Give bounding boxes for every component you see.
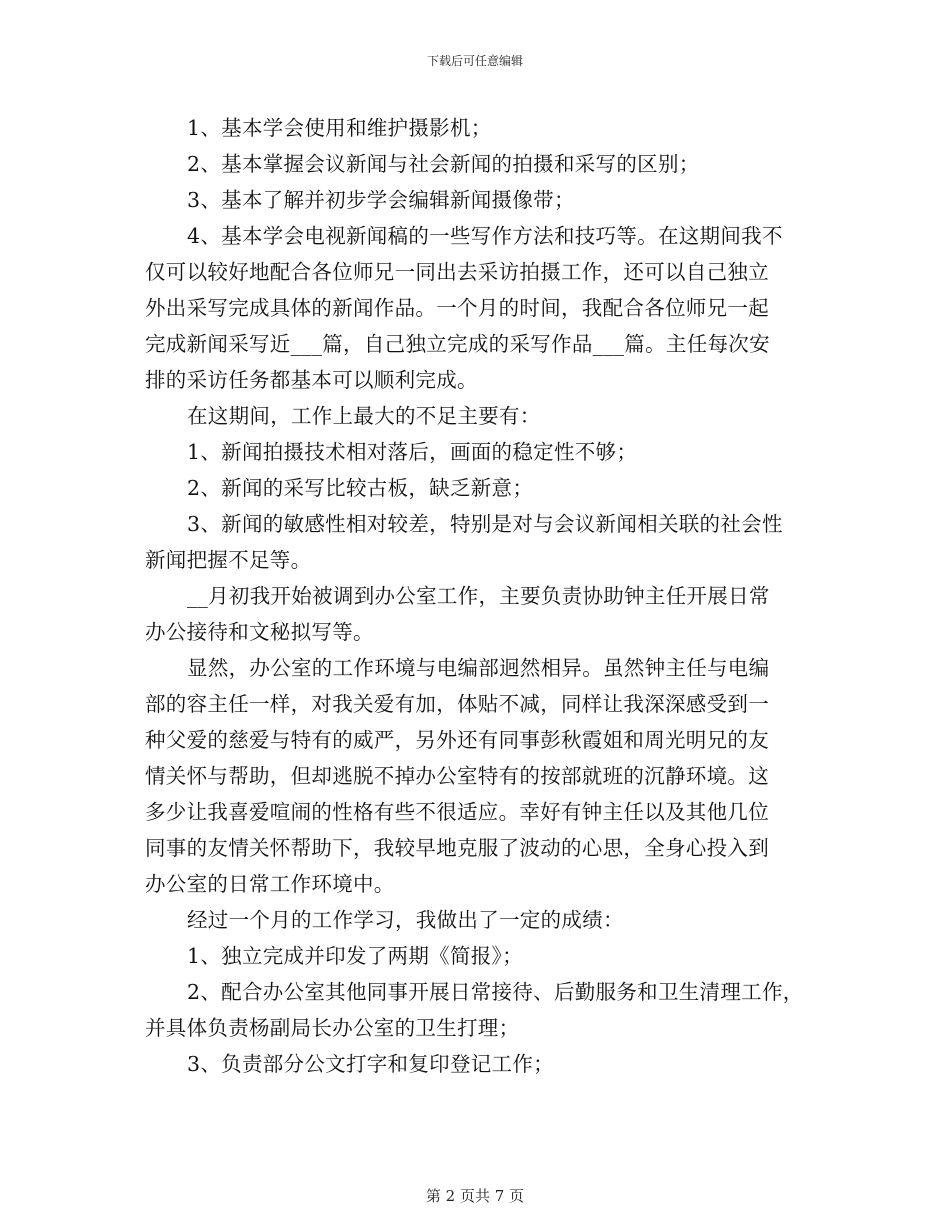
text-line: 3、负责部分公文打字和复印登记工作；: [187, 1052, 554, 1076]
text-line: 3、新闻的敏感性相对较差，特别是对与会议新闻相关联的社会性: [187, 512, 783, 536]
text-line: 部的容主任一样，对我关爱有加，体贴不减，同样让我深深感受到一: [145, 692, 769, 716]
text-line: 2、配合办公室其他同事开展日常接待、后勤服务和卫生清理工作，: [187, 980, 804, 1004]
text-line: 2、基本掌握会议新闻与社会新闻的拍摄和采写的区别；: [187, 152, 700, 176]
text-line: 2、新闻的采写比较古板，缺乏新意；: [187, 476, 534, 500]
text-line: __月初我开始被调到办公室工作，主要负责协助钟主任开展日常: [187, 584, 770, 608]
text-line: 在这期间，工作上最大的不足主要有：: [187, 404, 541, 428]
text-line: 1、基本学会使用和维护摄影机；: [187, 116, 492, 140]
text-line: 经过一个月的工作学习，我做出了一定的成绩：: [187, 908, 624, 932]
text-line: 仅可以较好地配合各位师兄一同出去采访拍摄工作，还可以自己独立: [145, 260, 769, 284]
text-line: 完成新闻采写近___篇，自己独立完成的采写作品___篇。主任每次安: [145, 332, 770, 356]
text-line: 同事的友情关怀帮助下，我较早地克服了波动的心思，全身心投入到: [145, 836, 769, 860]
document-body: [145, 110, 815, 1082]
page-header: 下载后可任意编辑: [426, 54, 523, 68]
page-footer: 第 2 页共 7 页: [425, 1187, 525, 1205]
text-line: 办公室的日常工作环境中。: [145, 872, 395, 896]
text-line: 4、基本学会电视新闻稿的一些写作方法和技巧等。在这期间我不: [187, 224, 783, 248]
text-line: 多少让我喜爱喧闹的性格有些不很适应。幸好有钟主任以及其他几位: [145, 800, 769, 824]
text-line: 3、基本了解并初步学会编辑新闻摄像带；: [187, 188, 575, 212]
text-line: 并具体负责杨副局长办公室的卫生打理；: [145, 1016, 520, 1040]
text-line: 1、新闻拍摄技术相对落后，画面的稳定性不够；: [187, 440, 638, 464]
text-line: 新闻把握不足等。: [145, 548, 312, 572]
text-line: 外出采写完成具体的新闻作品。一个月的时间，我配合各位师兄一起: [145, 296, 769, 320]
text-line: 情关怀与帮助，但却逃脱不掉办公室特有的按部就班的沉静环境。这: [145, 764, 769, 788]
text-line: 排的采访任务都基本可以顺利完成。: [145, 368, 478, 392]
text-line: 显然，办公室的工作环境与电编部迥然相异。虽然钟主任与电编: [187, 656, 770, 680]
text-line: 1、独立完成并印发了两期《简报》；: [187, 944, 523, 968]
text-line: 办公接待和文秘拟写等。: [145, 620, 374, 644]
text-line: 种父爱的慈爱与特有的威严，另外还有同事彭秋霞姐和周光明兄的友: [145, 728, 769, 752]
